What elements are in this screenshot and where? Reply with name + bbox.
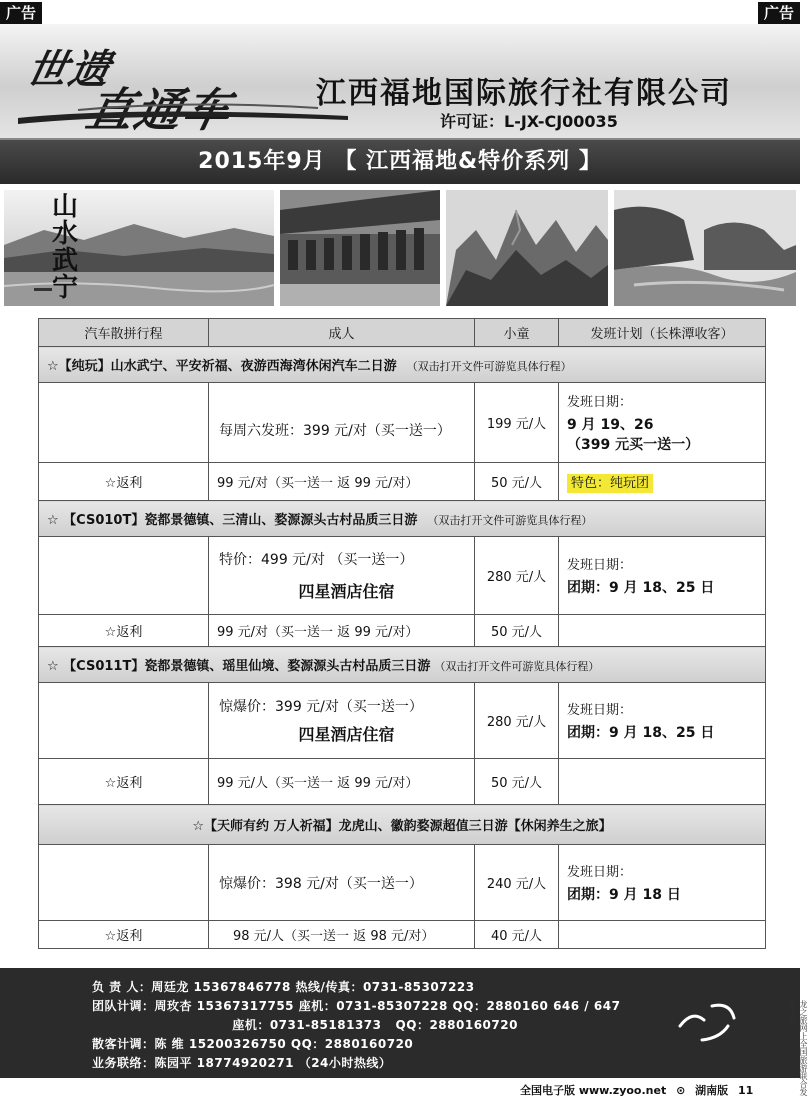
child-price: 280 元/人 bbox=[475, 683, 559, 759]
schedule-label: 发班日期： bbox=[567, 395, 633, 410]
feature-highlight: 特色：纯玩团 bbox=[567, 474, 653, 493]
rebate-label: ☆返利 bbox=[39, 759, 209, 805]
tour-title-text: ☆【纯玩】山水武宁、平安祈福、夜游西海湾休闲汽车二日游 bbox=[47, 359, 397, 374]
adult-price-cell bbox=[209, 845, 475, 921]
empty-cell bbox=[39, 683, 209, 759]
ad-tag-left: 广告 bbox=[0, 2, 42, 24]
swirl-logo-icon bbox=[672, 996, 742, 1046]
rebate-label: ☆返利 bbox=[39, 615, 209, 647]
rebate-adult: 99 元/对（买一送一 返 99 元/对） bbox=[209, 615, 475, 647]
rebate-row bbox=[39, 921, 766, 949]
site-link[interactable]: 全国电子版 www.zyoo.net bbox=[520, 1084, 667, 1097]
col-header-adult: 成人 bbox=[209, 319, 475, 347]
tour-title-row[interactable] bbox=[39, 347, 766, 383]
tours-table bbox=[38, 318, 766, 949]
tour-title-text: ☆ 【CS010T】瓷都景德镇、三清山、婺源源头古村品质三日游 bbox=[47, 513, 418, 528]
header-banner bbox=[0, 24, 800, 140]
tour-detail-row bbox=[39, 683, 766, 759]
logo-swoosh-icon bbox=[18, 98, 348, 126]
col-header-child: 小童 bbox=[475, 319, 559, 347]
company-name: 江西福地国际旅行社有限公司 bbox=[316, 76, 732, 111]
empty-cell bbox=[559, 759, 766, 805]
rebate-child: 50 元/人 bbox=[475, 615, 559, 647]
child-price: 280 元/人 bbox=[475, 537, 559, 615]
license-number: 许可证：L-JX-CJ00035 bbox=[440, 112, 618, 131]
schedule-extra: （399 元买一送一） bbox=[567, 437, 700, 453]
rebate-label: ☆返利 bbox=[39, 463, 209, 501]
contact-individual: 散客计调：陈 维 15200326750 QQ：2880160720 bbox=[92, 1037, 414, 1051]
empty-cell bbox=[559, 921, 766, 949]
page-number: 11 bbox=[737, 1084, 754, 1097]
tour-title-row[interactable] bbox=[39, 501, 766, 537]
tour-detail-row bbox=[39, 845, 766, 921]
rebate-row bbox=[39, 615, 766, 647]
globe-icon: ⊙ bbox=[676, 1084, 686, 1097]
schedule-dates: 团期：9 月 18 日 bbox=[567, 887, 681, 903]
schedule-label: 发班日期： bbox=[567, 865, 633, 880]
tour-title-row[interactable] bbox=[39, 647, 766, 683]
schedule-dates: 团期：9 月 18、25 日 bbox=[567, 580, 715, 596]
rebate-adult: 98 元/人（买一送一 返 98 元/对） bbox=[209, 921, 475, 949]
schedule-label: 发班日期： bbox=[567, 558, 633, 573]
feature-cell bbox=[559, 463, 766, 501]
schedule-dates: 团期：9 月 18、25 日 bbox=[567, 725, 715, 741]
page-footer bbox=[520, 1082, 759, 1098]
rebate-child: 50 元/人 bbox=[475, 759, 559, 805]
empty-cell bbox=[39, 537, 209, 615]
rebate-label: ☆返利 bbox=[39, 921, 209, 949]
hotel-info: 四星酒店住宿 bbox=[298, 582, 395, 601]
rebate-child: 50 元/人 bbox=[475, 463, 559, 501]
table-header-row bbox=[39, 319, 766, 347]
tour-title-row[interactable] bbox=[39, 805, 766, 845]
hotel-info: 四星酒店住宿 bbox=[298, 725, 395, 744]
tour-note: （双击打开文件可游览具体行程） bbox=[406, 360, 572, 373]
contact-footer bbox=[0, 968, 800, 1078]
tour-title[interactable] bbox=[39, 647, 766, 683]
photo-river-cliffs bbox=[614, 190, 796, 306]
col-header-schedule: 发班计划（长株潭收客） bbox=[559, 319, 766, 347]
schedule-cell bbox=[559, 537, 766, 615]
empty-cell bbox=[39, 383, 209, 463]
tour-note: （双击打开文件可游览具体行程） bbox=[427, 514, 593, 527]
adult-price-cell bbox=[209, 383, 475, 463]
contact-group: 团队计调：周玫杏 15367317755 座机：0731-85307228 QQ：2880160 646 / 647 bbox=[92, 999, 621, 1013]
page-title: 2015年9月 【 江西福地&特价系列 】 bbox=[0, 140, 800, 184]
tour-title[interactable] bbox=[39, 501, 766, 537]
logo-line-1: 世遗 bbox=[22, 47, 117, 93]
rebate-row bbox=[39, 463, 766, 501]
tour-title[interactable] bbox=[39, 805, 766, 845]
rebate-row bbox=[39, 759, 766, 805]
edition-label: 湖南版 bbox=[695, 1084, 729, 1097]
child-price: 199 元/人 bbox=[475, 383, 559, 463]
schedule-cell bbox=[559, 845, 766, 921]
photo-mountain-peaks bbox=[446, 190, 608, 306]
child-price: 240 元/人 bbox=[475, 845, 559, 921]
adult-price: 每周六发班：399 元/对（买一送一） bbox=[219, 422, 451, 439]
empty-cell bbox=[559, 615, 766, 647]
calligraphy-title: 山水武宁 bbox=[52, 192, 79, 303]
logo-line-2: 直通车 bbox=[81, 83, 238, 137]
tour-title[interactable] bbox=[39, 347, 766, 383]
contact-group-extra: 座机：0731-85181373 QQ：2880160720 bbox=[92, 1018, 518, 1032]
schedule-dates: 9 月 19、26 bbox=[567, 417, 654, 433]
tour-detail-row bbox=[39, 537, 766, 615]
photo-lake-mountains bbox=[4, 190, 274, 306]
ad-tag-right: 广告 bbox=[758, 2, 800, 24]
schedule-cell bbox=[559, 683, 766, 759]
tour-title-text: ☆ 【CS011T】瓷都景德镇、瑶里仙境、婺源源头古村品质三日游 bbox=[47, 659, 431, 674]
contact-manager: 负 责 人：周廷龙 15367846778 热线/传真：0731-85307223 bbox=[92, 980, 475, 994]
adult-price: 惊爆价：399 元/对（买一送一） bbox=[219, 699, 423, 715]
brand-logo bbox=[18, 38, 348, 137]
rebate-child: 40 元/人 bbox=[475, 921, 559, 949]
photo-strip bbox=[4, 190, 796, 306]
contact-business: 业务联络：陈园平 18774920271 （24小时热线） bbox=[92, 1056, 392, 1070]
tour-note: （双击打开文件可游览具体行程） bbox=[434, 660, 600, 673]
tour-title-text: ☆【天师有约 万人祈福】龙虎山、徽韵婺源超值三日游【休闲养生之旅】 bbox=[192, 819, 612, 834]
adult-price: 特价：499 元/对 （买一送一） bbox=[219, 552, 414, 568]
schedule-cell bbox=[559, 383, 766, 463]
col-header-route: 汽车散拼行程 bbox=[39, 319, 209, 347]
photo-old-street bbox=[280, 190, 440, 306]
vertical-side-note: 龙之旅网上全国旅游联合发布平台 bbox=[788, 1000, 808, 1096]
empty-cell bbox=[39, 845, 209, 921]
adult-price: 惊爆价：398 元/对（买一送一） bbox=[219, 875, 423, 892]
rebate-adult: 99 元/对（买一送一 返 99 元/对） bbox=[209, 463, 475, 501]
adult-price-cell bbox=[209, 683, 475, 759]
schedule-label: 发班日期： bbox=[567, 703, 633, 718]
rebate-adult: 99 元/人（买一送一 返 99 元/对） bbox=[209, 759, 475, 805]
tour-detail-row bbox=[39, 383, 766, 463]
adult-price-cell bbox=[209, 537, 475, 615]
